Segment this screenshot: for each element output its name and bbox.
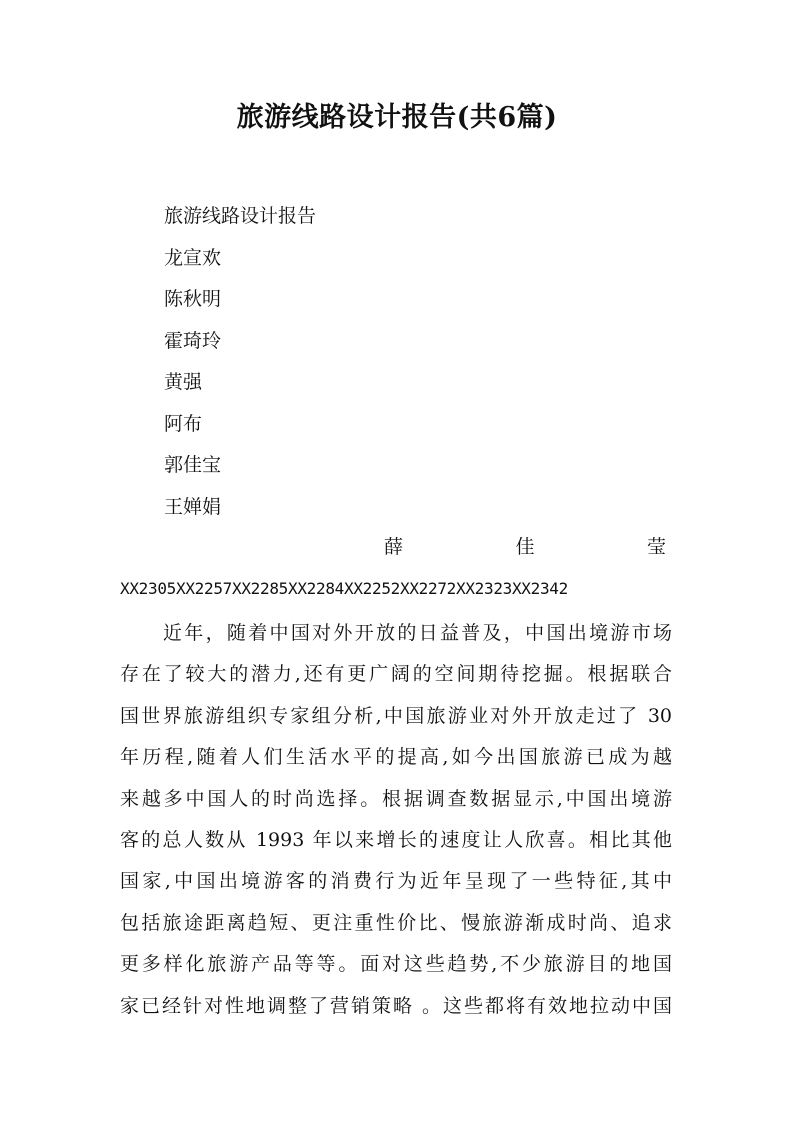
- paragraph-line: 更多样化旅游产品等等。面对这些趋势,不少旅游目的地国: [120, 953, 672, 976]
- author-list: [164, 196, 316, 528]
- author-name-spread: [384, 530, 666, 564]
- paragraph-line: 家已经针对性地调整了营销策略 。这些都将有效地拉动中国: [120, 994, 672, 1017]
- author-name: 霍琦玲: [164, 329, 222, 352]
- paragraph-line: 包括旅途距离趋短、更注重性价比、慢旅游渐成时尚、追求: [120, 911, 672, 934]
- author-name: 龙宣欢: [164, 246, 222, 269]
- paragraph-line: 国家,中国出境游客的消费行为近年呈现了一些特征,其中: [120, 870, 672, 893]
- body-paragraph: [120, 613, 672, 1027]
- author-name: 阿布: [164, 412, 203, 435]
- student-id-line: XX2305XX2257XX2285XX2284XX2252XX2272XX2323XX2342: [120, 579, 568, 598]
- paragraph-line: 客的总人数从 1993 年以来增长的速度让人欣喜。相比其他: [120, 829, 672, 852]
- author-name-char: 佳: [515, 536, 535, 558]
- paragraph-line: 存在了较大的潜力,还有更广阔的空间期待挖掘。根据联合: [120, 663, 672, 686]
- paragraph-line: 近年，随着中国对外开放的日益普及，中国出境游市场: [163, 622, 672, 644]
- author-name: 郭佳宝: [164, 454, 222, 476]
- paragraph-line: 来越多中国人的时尚选择。根据调查数据显示,中国出境游: [120, 787, 672, 810]
- author-name: 黄强: [164, 371, 203, 393]
- report-subtitle: 旅游线路设计报告: [164, 205, 317, 227]
- paragraph-line: 年历程,随着人们生活水平的提高,如今出国旅游已成为越: [120, 746, 672, 769]
- paragraph-line: 国世界旅游组织专家组分析,中国旅游业对外开放走过了 30: [120, 704, 672, 727]
- author-name: 王婵娟: [164, 495, 222, 518]
- author-name-char: 薛: [384, 536, 404, 558]
- author-name: 陈秋明: [164, 288, 222, 310]
- author-name-char: 莹: [646, 536, 666, 558]
- document-title: 旅游线路设计报告(共6篇): [236, 102, 558, 133]
